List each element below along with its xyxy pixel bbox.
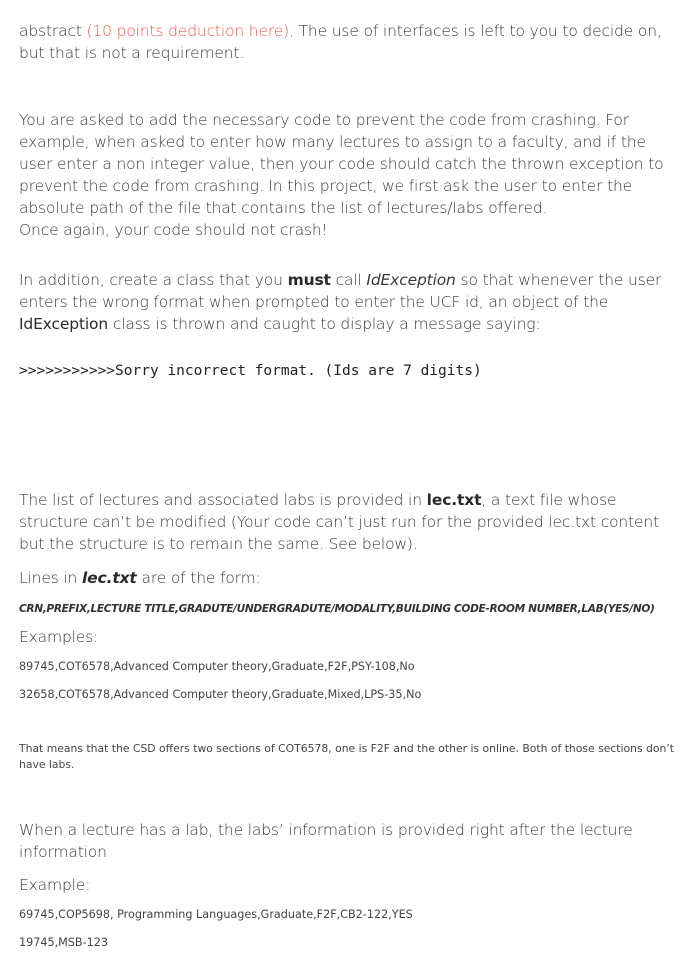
text-lines-a: Lines in bbox=[19, 569, 78, 587]
paragraph-lines-form bbox=[19, 567, 679, 589]
idexception-name: IdException bbox=[19, 315, 109, 333]
idexception-italic: IdException bbox=[366, 271, 456, 289]
paragraph-crash-prevention bbox=[19, 109, 679, 241]
error-message-code: >>>>>>>>>>>Sorry incorrect format. (Ids are 7 digits) bbox=[19, 363, 482, 379]
text-lec-b: , a text file whose structure can’t be modified (Your code can’t just run for the provided lec.txt content but the structure is to remain the same. See below). bbox=[19, 491, 660, 553]
text-lec-a: The list of lectures and associated labs is provided in bbox=[19, 491, 422, 509]
text-idex-b: call bbox=[335, 271, 362, 289]
lab-example-line-1: 69745,COP5698, Programming Languages,Graduate,F2F,CB2-122,YES bbox=[19, 908, 413, 921]
paragraph-lec-file bbox=[19, 489, 679, 555]
text-idex-c: so that whenever the user enters the wrong format when prompted to enter the UCF id, an object of the bbox=[19, 271, 662, 311]
text-idex-a: In addition, create a class that you bbox=[19, 271, 283, 289]
paragraph-abstract-note bbox=[19, 20, 679, 64]
text-interfaces: . The use of interfaces is left to you to decide on, but that is not a requirement. bbox=[19, 22, 662, 62]
examples-label: Examples: bbox=[19, 628, 99, 646]
paragraph-idexception bbox=[19, 269, 679, 335]
sections-note: That means that the CSD offers two sections of COT6578, one is F2F and the other is online. Both of those sections don’t have labs. bbox=[19, 742, 674, 771]
paragraph-lab-info: When a lecture has a lab, the labs’ information is provided right after the lecture information bbox=[19, 821, 633, 861]
text-crash-body: You are asked to add the necessary code to prevent the code from crashing. For example, when asked to enter how many lectures to assign to a faculty, and if the user enter a non integer value, then your code should catch the thrown exception to prevent the code from crashing. In this project, we first ask the user to enter the absolute path of the file that contains the list of lectures/labs offered. bbox=[19, 111, 664, 217]
text-idex-d: class is thrown and caught to display a message saying: bbox=[112, 315, 541, 333]
example-line-2: 32658,COT6578,Advanced Computer theory,Graduate,Mixed,LPS-35,No bbox=[19, 688, 422, 701]
format-line: CRN,PREFIX,LECTURE TITLE,GRADUTE/UNDERGRADUTE/MODALITY,BUILDING CODE-ROOM NUMBER,LAB(YES/NO) bbox=[19, 603, 655, 615]
text-no-crash: Once again, your code should not crash! bbox=[19, 221, 328, 239]
text-lines-b: are of the form: bbox=[141, 569, 261, 587]
example-line-1: 89745,COT6578,Advanced Computer theory,Graduate,F2F,PSY-108,No bbox=[19, 660, 415, 673]
lec-file-italic: lec.txt bbox=[82, 569, 137, 587]
lec-file-name: lec.txt bbox=[426, 491, 482, 509]
lab-example-line-2: 19745,MSB-123 bbox=[19, 936, 108, 949]
text-abstract: abstract bbox=[19, 22, 82, 40]
deduction-note: (10 points deduction here) bbox=[86, 22, 290, 40]
text-must: must bbox=[287, 271, 331, 289]
example-label: Example: bbox=[19, 876, 91, 894]
